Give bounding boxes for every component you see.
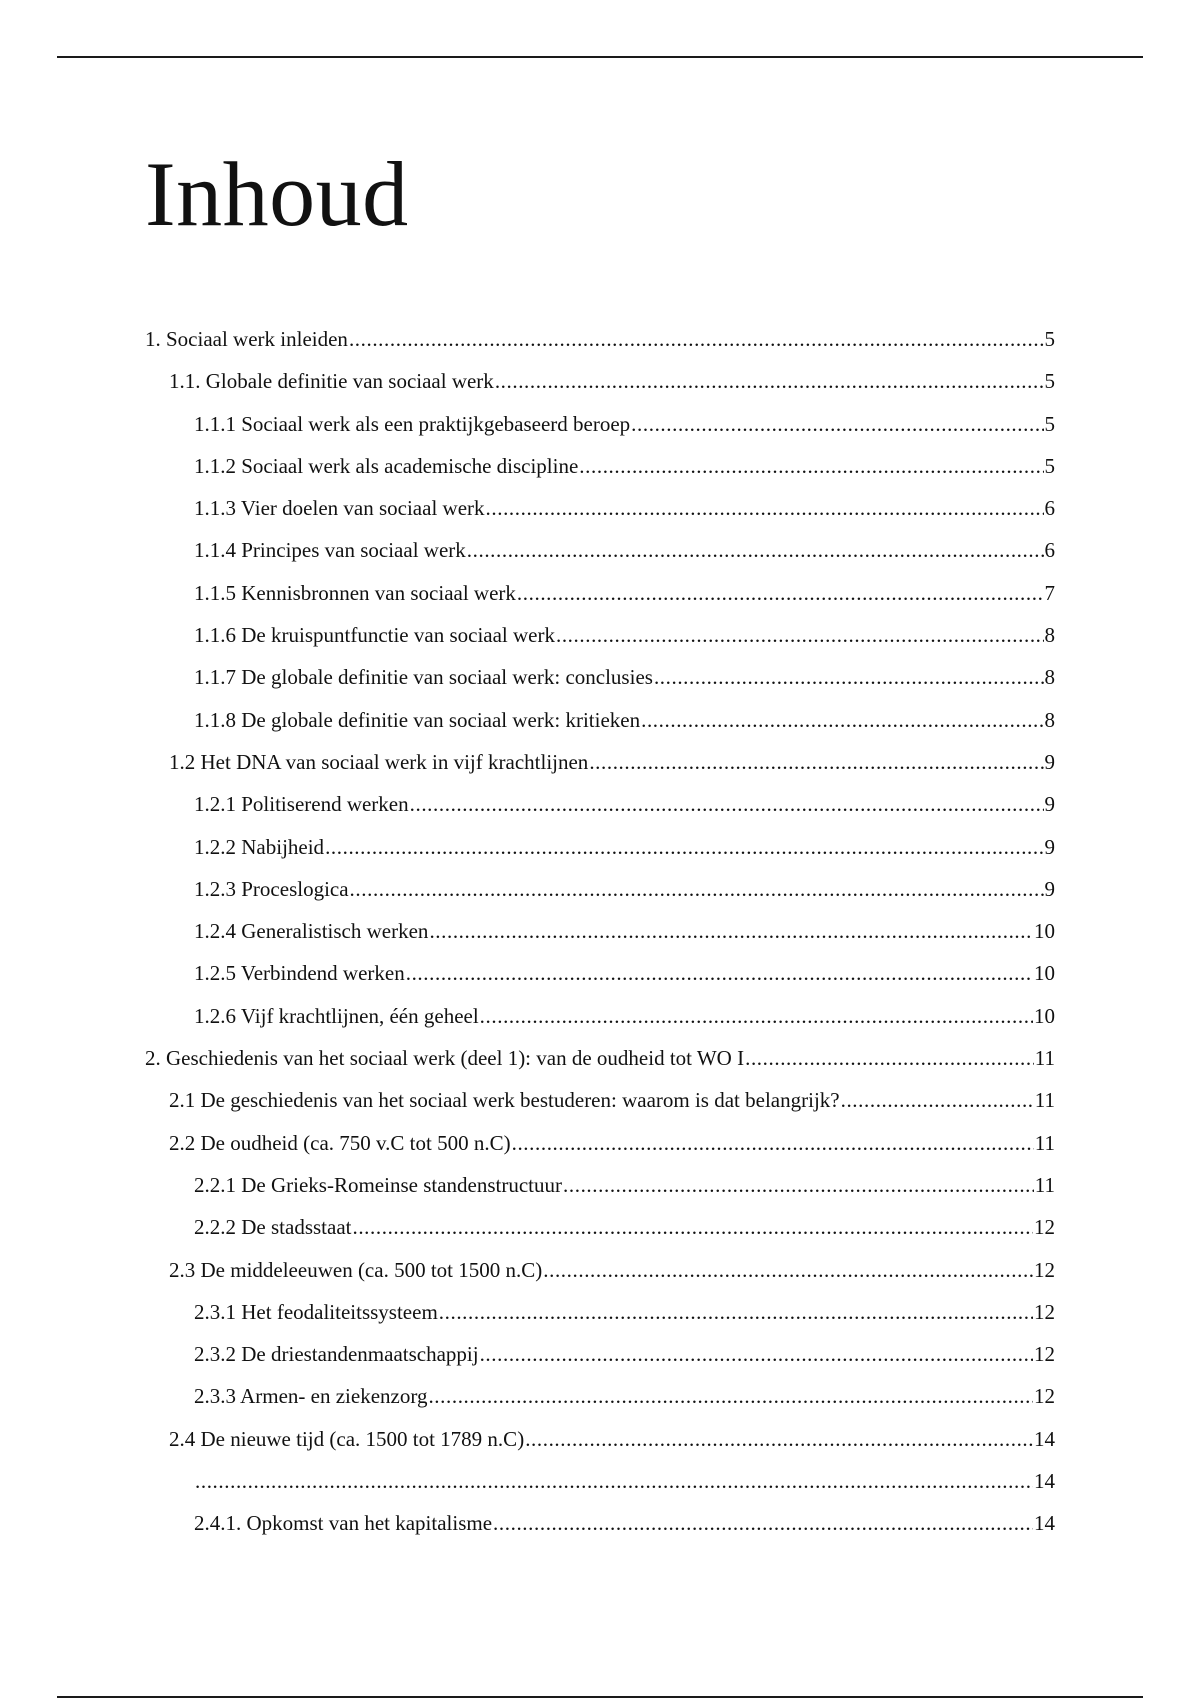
toc-entry[interactable]: [145, 826, 1055, 868]
toc-entry[interactable]: [145, 1502, 1055, 1544]
toc-entry-title: 1.1.2 Sociaal werk als academische discipline: [194, 453, 579, 478]
toc-entry-title: 1.1.4 Principes van sociaal werk: [194, 538, 466, 563]
toc-entry[interactable]: [145, 1375, 1055, 1417]
toc-dot-leader: [486, 487, 1044, 529]
toc-page-number: 14: [1034, 1511, 1055, 1536]
toc-entry-title: 2.2.1 De Grieks-Romeinse standenstructuur: [194, 1172, 563, 1197]
toc-entry[interactable]: [145, 614, 1055, 656]
toc-dot-leader: [841, 1079, 1034, 1121]
toc-dot-leader: [480, 1333, 1033, 1375]
toc-entry-title: 1.2.3 Proceslogica: [194, 876, 349, 901]
toc-page-number: 12: [1034, 1215, 1055, 1240]
toc-page-number: 6: [1044, 538, 1055, 563]
toc-entry-title: 1.2.2 Nabijheid: [194, 834, 325, 859]
toc-entry-title: 2.3.1 Het feodaliteitssysteem: [194, 1299, 438, 1324]
toc-entry-title: 1.1. Globale definitie van sociaal werk: [169, 369, 494, 394]
toc-dot-leader: [493, 1502, 1033, 1544]
toc-entry-title: 1.1.3 Vier doelen van sociaal werk: [194, 496, 485, 521]
toc-dot-leader: [429, 910, 1033, 952]
toc-dot-leader: [195, 1460, 1033, 1502]
toc-entry-title: 1.2.6 Vijf krachtlijnen, één geheel: [194, 1003, 479, 1028]
toc-dot-leader: [563, 1164, 1034, 1206]
toc-page-number: 5: [1044, 369, 1055, 394]
toc-entry[interactable]: [145, 1079, 1055, 1121]
toc-page-number: 11: [1034, 1088, 1055, 1113]
toc-entry-title: 1.2 Het DNA van sociaal werk in vijf krachtlijnen: [169, 749, 589, 774]
toc-page-number: 11: [1034, 1046, 1055, 1071]
toc-page-number: 9: [1044, 792, 1055, 817]
bottom-rule: [57, 1696, 1143, 1698]
toc-page-number: 8: [1044, 707, 1055, 732]
toc-dot-leader: [517, 572, 1044, 614]
toc-page-number: 8: [1044, 623, 1055, 648]
toc-page-number: 12: [1034, 1257, 1055, 1282]
toc-entry[interactable]: [145, 1122, 1055, 1164]
toc-dot-leader: [654, 656, 1044, 698]
toc-entry-title: 1.2.4 Generalistisch werken: [194, 919, 429, 944]
toc-page-number: 12: [1034, 1384, 1055, 1409]
toc-entry[interactable]: [145, 1206, 1055, 1248]
toc-entry[interactable]: [145, 1460, 1055, 1502]
toc-page-number: 10: [1034, 1003, 1055, 1028]
toc-entry[interactable]: [145, 529, 1055, 571]
toc-page-number: 12: [1034, 1299, 1055, 1324]
toc-entry-title: 1.1.8 De globale definitie van sociaal werk: kritieken: [194, 707, 641, 732]
toc-entry-title: 2.4 De nieuwe tijd (ca. 1500 tot 1789 n.C): [169, 1426, 525, 1451]
toc-dot-leader: [556, 614, 1044, 656]
toc-entry[interactable]: [145, 1037, 1055, 1079]
table-of-contents: [145, 318, 1055, 1545]
top-rule: [57, 56, 1143, 58]
toc-entry[interactable]: [145, 1164, 1055, 1206]
toc-dot-leader: [579, 445, 1043, 487]
toc-dot-leader: [439, 1291, 1033, 1333]
toc-entry-title: 1.1.7 De globale definitie van sociaal werk: conclusies: [194, 665, 653, 690]
toc-page-number: 10: [1034, 961, 1055, 986]
toc-entry[interactable]: [145, 1249, 1055, 1291]
toc-entry-title: 1.2.5 Verbindend werken: [194, 961, 405, 986]
toc-entry[interactable]: [145, 656, 1055, 698]
toc-entry-title: 2.1 De geschiedenis van het sociaal werk bestuderen: waarom is dat belangrijk?: [169, 1088, 840, 1113]
toc-page-number: 9: [1044, 749, 1055, 774]
toc-entry-title: 2.3 De middeleeuwen (ca. 500 tot 1500 n.C): [169, 1257, 543, 1282]
toc-entry-title: 2.3.2 De driestandenmaatschappij: [194, 1342, 479, 1367]
toc-page-number: 14: [1034, 1426, 1055, 1451]
toc-page-number: 5: [1044, 453, 1055, 478]
toc-entry[interactable]: [145, 699, 1055, 741]
toc-dot-leader: [480, 995, 1033, 1037]
toc-dot-leader: [349, 318, 1044, 360]
toc-entry-title: 2.3.3 Armen- en ziekenzorg: [194, 1384, 428, 1409]
toc-page-number: 5: [1044, 327, 1055, 351]
toc-dot-leader: [495, 360, 1044, 402]
toc-page-number: 9: [1044, 834, 1055, 859]
toc-dot-leader: [631, 403, 1043, 445]
toc-entry[interactable]: [145, 995, 1055, 1037]
toc-entry[interactable]: [145, 1333, 1055, 1375]
toc-dot-leader: [406, 952, 1033, 994]
toc-entry[interactable]: [145, 1418, 1055, 1460]
toc-page-number: 10: [1034, 919, 1055, 944]
toc-entry[interactable]: [145, 910, 1055, 952]
toc-entry[interactable]: [145, 572, 1055, 614]
toc-entry[interactable]: [145, 868, 1055, 910]
toc-dot-leader: [543, 1249, 1033, 1291]
toc-entry[interactable]: [145, 741, 1055, 783]
toc-page-number: 6: [1044, 496, 1055, 521]
toc-entry-title: 2. Geschiedenis van het sociaal werk (deel 1): van de oudheid tot WO I: [145, 1046, 745, 1071]
toc-entry[interactable]: [145, 487, 1055, 529]
toc-dot-leader: [410, 783, 1044, 825]
toc-entry-title: 1.1.1 Sociaal werk als een praktijkgebaseerd beroep: [194, 411, 631, 436]
toc-dot-leader: [352, 1206, 1033, 1248]
toc-page-number: 14: [1034, 1469, 1055, 1494]
toc-entry-title: 1. Sociaal werk inleiden: [145, 327, 348, 351]
toc-entry[interactable]: [145, 403, 1055, 445]
toc-page-number: 9: [1044, 876, 1055, 901]
toc-entry[interactable]: [145, 318, 1055, 360]
toc-dot-leader: [745, 1037, 1034, 1079]
toc-page-number: 8: [1044, 665, 1055, 690]
toc-page-number: 12: [1034, 1342, 1055, 1367]
toc-dot-leader: [325, 826, 1043, 868]
toc-entry-title: 1.1.6 De kruispuntfunctie van sociaal werk: [194, 623, 555, 648]
page-title: Inhoud: [145, 143, 409, 245]
toc-entry-title: 2.2 De oudheid (ca. 750 v.C tot 500 n.C): [169, 1130, 511, 1155]
toc-entry[interactable]: [145, 360, 1055, 402]
toc-entry[interactable]: [145, 445, 1055, 487]
toc-entry-title: 2.4.1. Opkomst van het kapitalisme: [194, 1511, 493, 1536]
toc-entry-title: 2.2.2 De stadsstaat: [194, 1215, 352, 1240]
toc-dot-leader: [589, 741, 1043, 783]
toc-entry-title: 1.1.5 Kennisbronnen van sociaal werk: [194, 580, 516, 605]
toc-dot-leader: [350, 868, 1044, 910]
toc-dot-leader: [467, 529, 1044, 571]
toc-dot-leader: [428, 1375, 1033, 1417]
toc-page-number: 7: [1044, 580, 1055, 605]
toc-dot-leader: [525, 1418, 1033, 1460]
toc-dot-leader: [512, 1122, 1034, 1164]
toc-page-number: 11: [1034, 1172, 1055, 1197]
toc-entry[interactable]: [145, 952, 1055, 994]
toc-entry[interactable]: [145, 783, 1055, 825]
toc-page-number: 5: [1044, 411, 1055, 436]
toc-entry-title: 1.2.1 Politiserend werken: [194, 792, 409, 817]
toc-entry[interactable]: [145, 1291, 1055, 1333]
toc-dot-leader: [641, 699, 1043, 741]
toc-page-number: 11: [1034, 1130, 1055, 1155]
